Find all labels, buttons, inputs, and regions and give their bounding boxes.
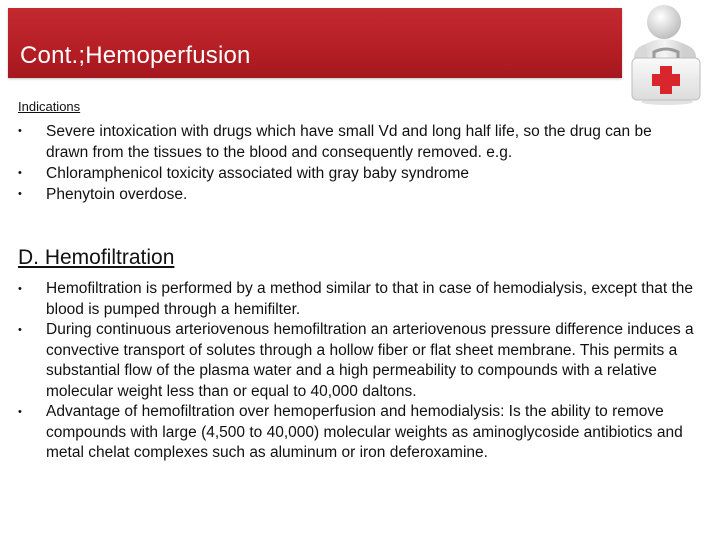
indication-text: Chloramphenicol toxicity associated with gray baby syndrome	[46, 165, 470, 182]
bullet-icon: •	[18, 167, 22, 179]
indication-text: Severe intoxication with drugs which have small Vd and long half life, so the drug can be drawn from the tissues to the blood and consequently removed. e.g.	[46, 123, 652, 161]
indication-text: Phenytoin overdose.	[46, 186, 188, 203]
list-item	[18, 320, 698, 402]
indications-list	[18, 121, 698, 205]
indications-label: Indications	[18, 99, 81, 114]
list-item	[18, 163, 698, 184]
hemofiltration-text: Hemofiltration is performed by a method similar to that in case of hemodialysis, except that the blood is pumped through a hemifilter.	[46, 280, 693, 318]
bullet-icon: •	[18, 406, 22, 418]
bullet-icon: •	[18, 125, 22, 137]
title-banner	[8, 8, 622, 78]
hemofiltration-list	[18, 279, 698, 464]
bullet-icon: •	[18, 283, 22, 295]
hemofiltration-text: During continuous arteriovenous hemofiltration an arteriovenous pressure difference induces a convective transport of solutes through a hollow fiber or flat sheet membrane. This permits a substantial flow of the plasma water and a high permeability to compounds with a relative molecular weight less than or equal to 40,000 daltons.	[46, 321, 694, 400]
first-aid-figure-icon	[618, 2, 718, 106]
list-item	[18, 279, 698, 320]
slide-title: Cont.;Hemoperfusion	[20, 42, 251, 69]
list-item	[18, 402, 698, 464]
bullet-icon: •	[18, 324, 22, 336]
list-item	[18, 184, 698, 205]
hemofiltration-heading: D. Hemofiltration	[18, 246, 175, 269]
list-item	[18, 121, 698, 163]
hemofiltration-text: Advantage of hemofiltration over hemoperfusion and hemodialysis: Is the ability to remove compounds with large (4,500 to 40,000) molecular weights as aminoglycoside antibiotics and metal chelat complexes such as aluminum or iron deferoxamine.	[46, 403, 683, 461]
bullet-icon: •	[18, 188, 22, 200]
